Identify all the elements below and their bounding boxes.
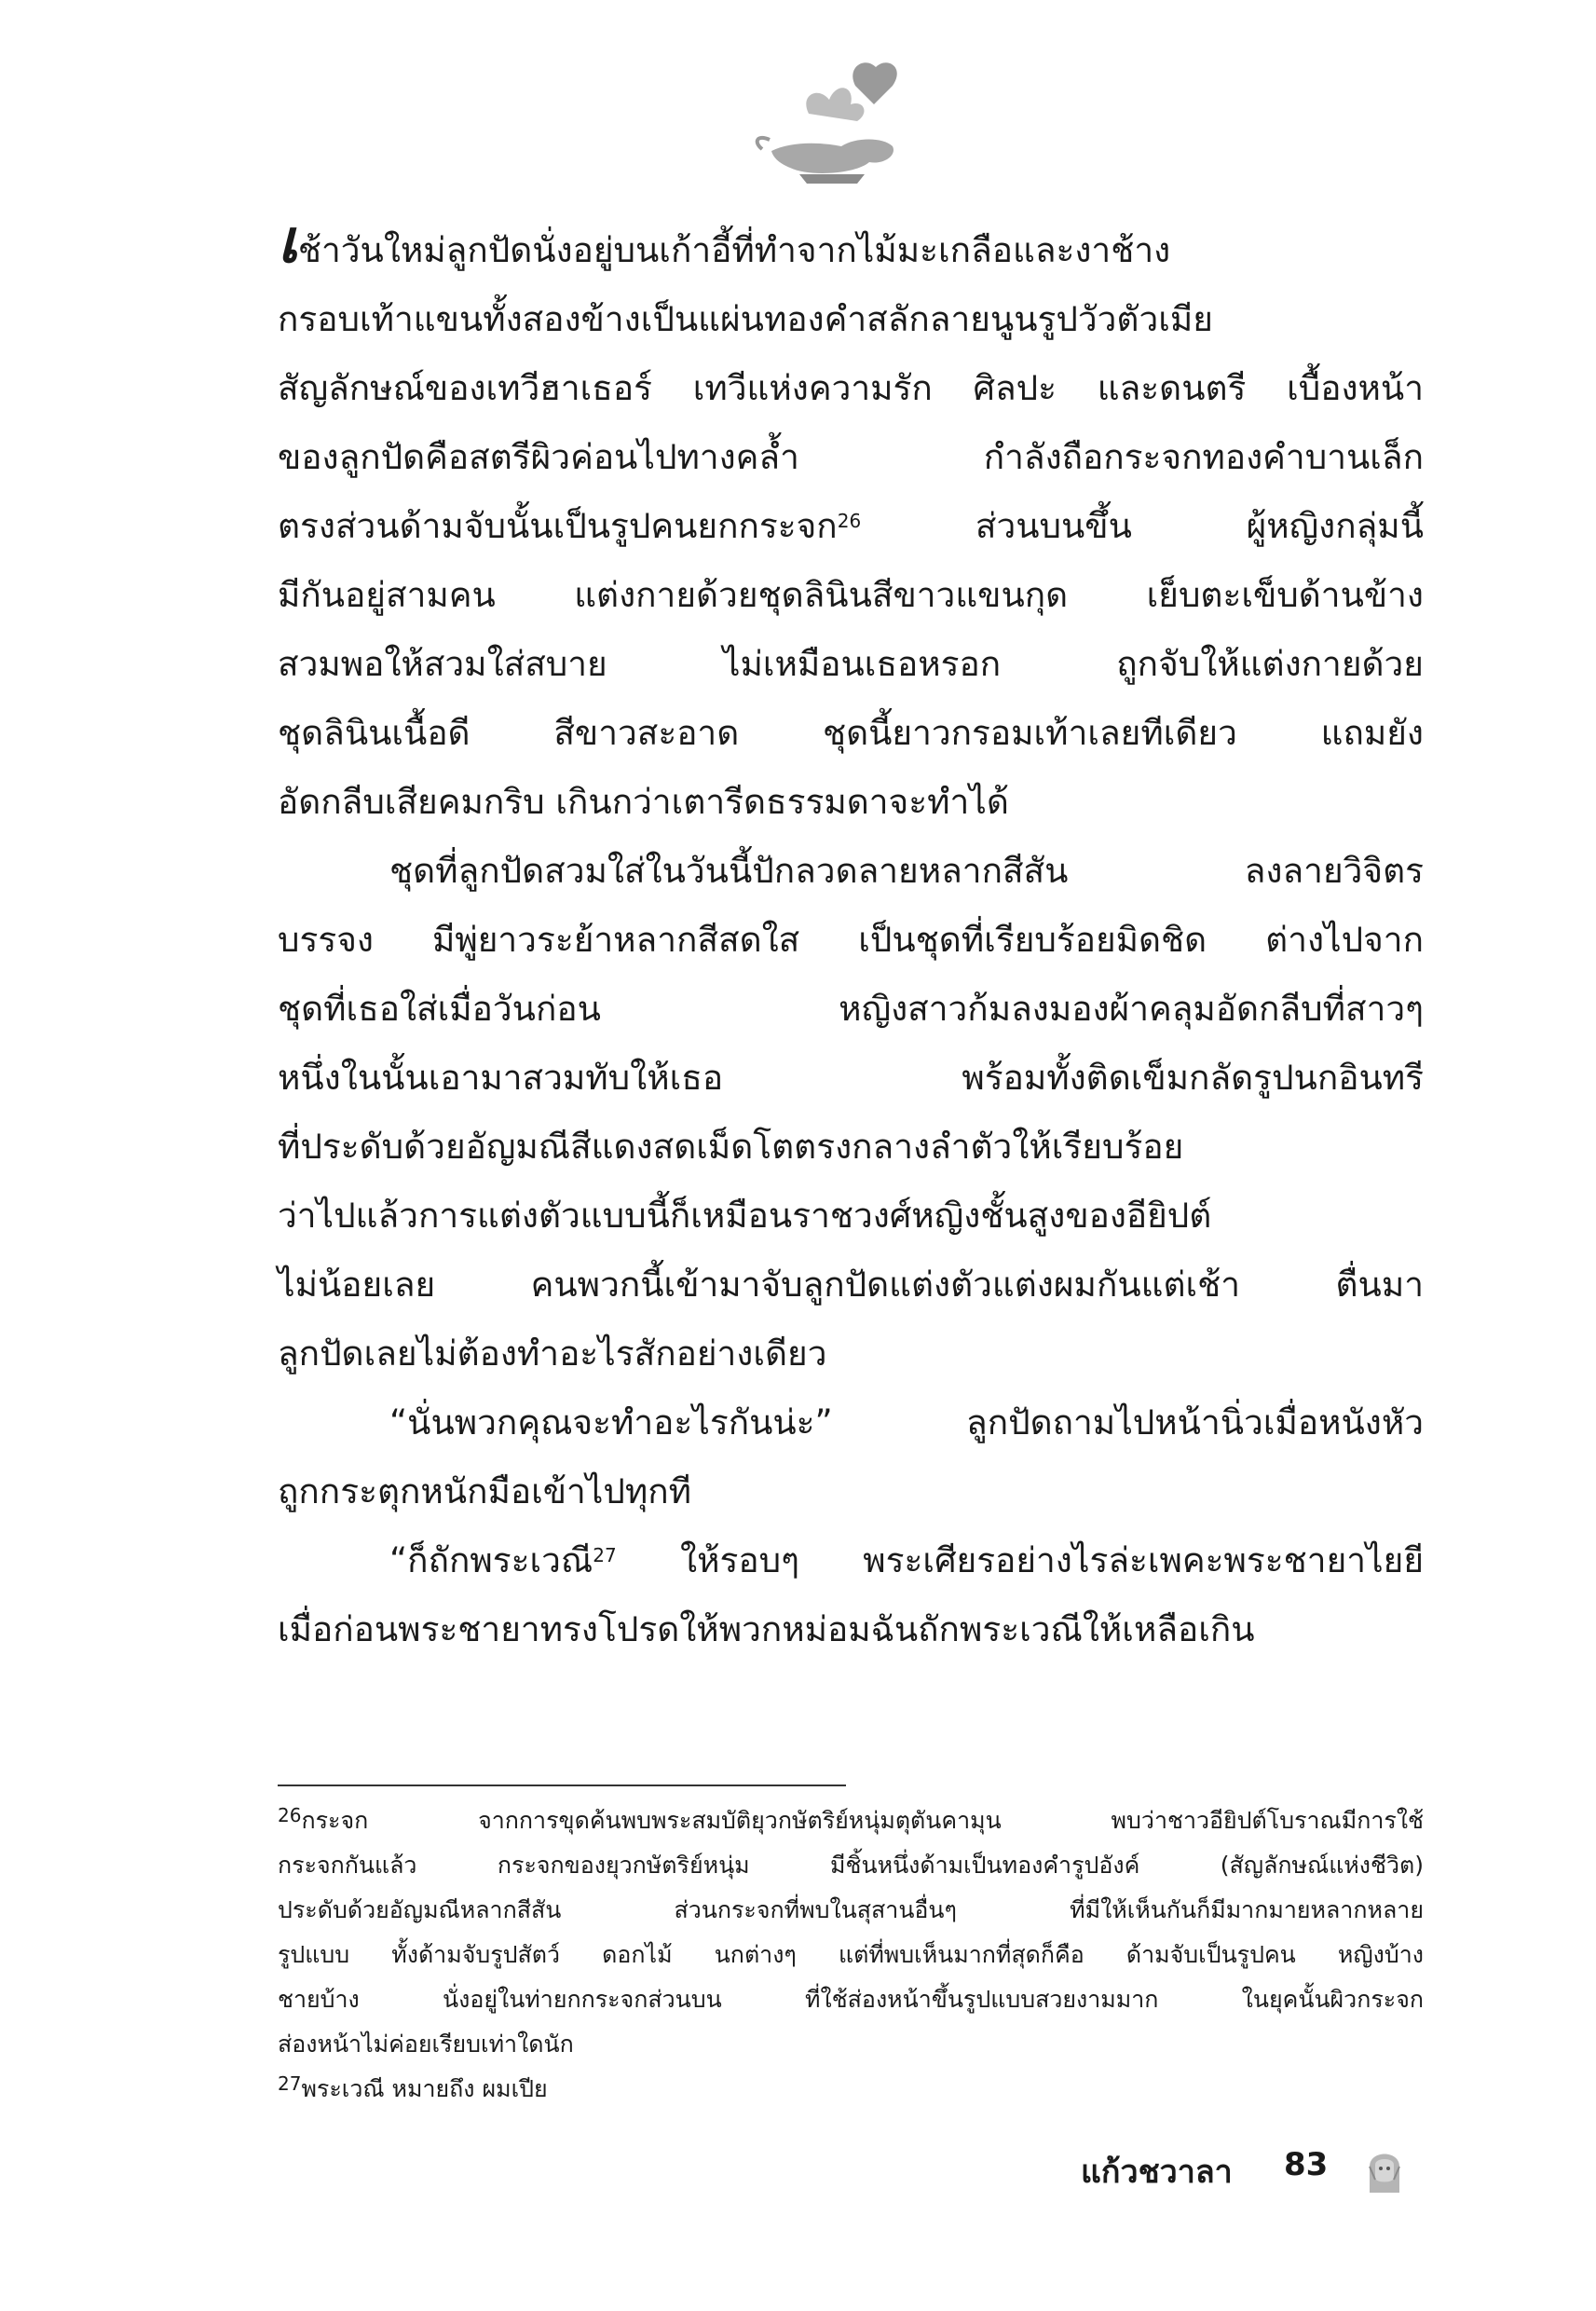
footnote-separator	[278, 1785, 846, 1786]
paragraph-line: ลูกปัดเลยไม่ต้องทำอะไรสักอย่างเดียว	[278, 1333, 827, 1374]
paragraph-line: ชุดที่เธอใส่เมื่อวันก่อน หญิงสาวก้มลงมองผ้าคลุมอัดกลีบที่สาวๆ	[278, 989, 1424, 1029]
book-title: แก้วชวาลา	[1081, 2154, 1233, 2191]
paragraph-line: สวมพอให้สวมใส่สบาย ไม่เหมือนเธอหรอก ถูกจับให้แต่งกายด้วย	[278, 644, 1424, 684]
footnotes	[278, 1798, 1424, 2112]
footnote-26: $^{26}$กระจก จากการขุดค้นพบพระสมบัติยุวกษัตริย์หนุ่มตุตันคามุน พบว่าชาวอียิปต์โบราณมีการใช้	[278, 1804, 1424, 1834]
footnote-line: กระจกกันแล้ว กระจกของยุวกษัตริย์หนุ่ม มีชิ้นหนึ่งด้ามเป็นทองคำรูปอังค์ (สัญลักษณ์แห่งชีวิต)	[278, 1852, 1424, 1879]
footnote-number: 27	[278, 2072, 302, 2095]
footnote-line: รูปแบบ ทั้งด้ามจับรูปสัตว์ ดอกไม้ นกต่างๆ แต่ที่พบเห็นมากที่สุดก็คือ ด้ามจับเป็นรูปคน หญิงบ้าง	[278, 1941, 1424, 1968]
paragraph-line: ถูกกระตุกหนักมือเข้าไปทุกที	[278, 1471, 692, 1511]
main-text	[278, 207, 1424, 1664]
footnote-line: ส่องหน้าไม่ค่อยเรียบเท่าใดนัก	[278, 2031, 574, 2058]
paragraph-line: ตรงส่วนด้ามจับนั้นเป็นรูปคนยกกระจก$^{26}$ ส่วนบนขึ้น ผู้หญิงกลุ่มนี้	[278, 506, 1424, 546]
paragraph-line: มีกันอยู่สามคน แต่งกายด้วยชุดลินินสีขาวแขนกุด เย็บตะเข็บด้านข้าง	[278, 575, 1424, 615]
paragraph-line: สัญลักษณ์ของเทวีฮาเธอร์ เทวีแห่งความรัก ศิลปะ และดนตรี เบื้องหน้า	[278, 368, 1424, 408]
paragraph-line: “ก็ถักพระเวณี$^{27}$ ให้รอบๆ พระเศียรอย่างไรล่ะเพคะพระชายาไยยี	[389, 1540, 1424, 1580]
drop-cap: เ	[278, 207, 298, 277]
paragraph-line: บรรจง มีพู่ยาวระย้าหลากสีสดใส เป็นชุดที่เรียบร้อยมิดชิด ต่างไปจาก	[278, 920, 1424, 960]
footnote-line: ประดับด้วยอัญมณีหลากสีสัน ส่วนกระจกที่พบในสุสานอื่นๆ ที่มีให้เห็นกันก็มีมากมายหลากหลาย	[278, 1896, 1424, 1923]
paragraph-line: ชุดที่ลูกปัดสวมใส่ในวันนี้ปักลวดลายหลากสีสัน ลงลายวิจิตร	[389, 851, 1424, 891]
paragraph-line: หนึ่งในนั้นเอามาสวมทับให้เธอ พร้อมทั้งติดเข็มกลัดรูปนกอินทรี	[278, 1058, 1424, 1098]
paragraph-line: ที่ประดับด้วยอัญมณีสีแดงสดเม็ดโตตรงกลางลำตัวให้เรียบร้อย	[278, 1127, 1184, 1167]
paragraph-line: เช้าวันใหม่ลูกปัดนั่งอยู่บนเก้าอี้ที่ทำจากไม้มะเกลือและงาช้าง	[278, 207, 1171, 277]
genie-lamp-icon	[753, 48, 911, 188]
paragraph-line: ว่าไปแล้วการแต่งตัวแบบนี้ก็เหมือนราชวงศ์หญิงชั้นสูงของอียิปต์	[278, 1196, 1212, 1236]
page-footer	[1081, 2139, 1472, 2195]
paragraph-line: กรอบเท้าแขนทั้งสองข้างเป็นแผ่นทองคำสลักลายนูนรูปวัวตัวเมีย	[278, 299, 1213, 339]
paragraph-line: อัดกลีบเสียคมกริบ เกินกว่าเตารีดธรรมดาจะทำได้	[278, 782, 1009, 822]
footnote-ref-26[interactable]: 26	[837, 510, 862, 532]
paragraph-line: ไม่น้อยเลย คนพวกนี้เข้ามาจับลูกปัดแต่งตัวแต่งผมกันแต่เช้า ตื่นมา	[278, 1265, 1424, 1305]
footnote-line: ชายบ้าง นั่งอยู่ในท่ายกกระจกส่วนบน ที่ใช้ส่องหน้าขึ้นรูปแบบสวยงามมาก ในยุคนั้นผิวกระจก	[278, 1986, 1424, 2013]
paragraph-line: เมื่อก่อนพระชายาทรงโปรดให้พวกหม่อมฉันถักพระเวณีให้เหลือเกิน	[278, 1609, 1255, 1649]
page-number: 83	[1284, 2146, 1329, 2183]
paragraph-line: “นั่นพวกคุณจะทำอะไรกันน่ะ” ลูกปัดถามไปหน้านิ่วเมื่อหนังหัว	[389, 1402, 1424, 1443]
footnote-ref-27[interactable]: 27	[593, 1544, 617, 1566]
paragraph-line: ชุดลินินเนื้อดี สีขาวสะอาด ชุดนี้ยาวกรอมเท้าเลยทีเดียว แถมยัง	[278, 713, 1424, 753]
sphinx-icon	[1357, 2139, 1412, 2195]
paragraph-line: ของลูกปัดคือสตรีผิวค่อนไปทางคล้ำ กำลังถือกระจกทองคำบานเล็ก	[278, 437, 1424, 477]
footnote-number: 26	[278, 1804, 302, 1826]
footnote-27: $^{27}$พระเวณี หมายถึง ผมเปีย	[278, 2072, 548, 2102]
